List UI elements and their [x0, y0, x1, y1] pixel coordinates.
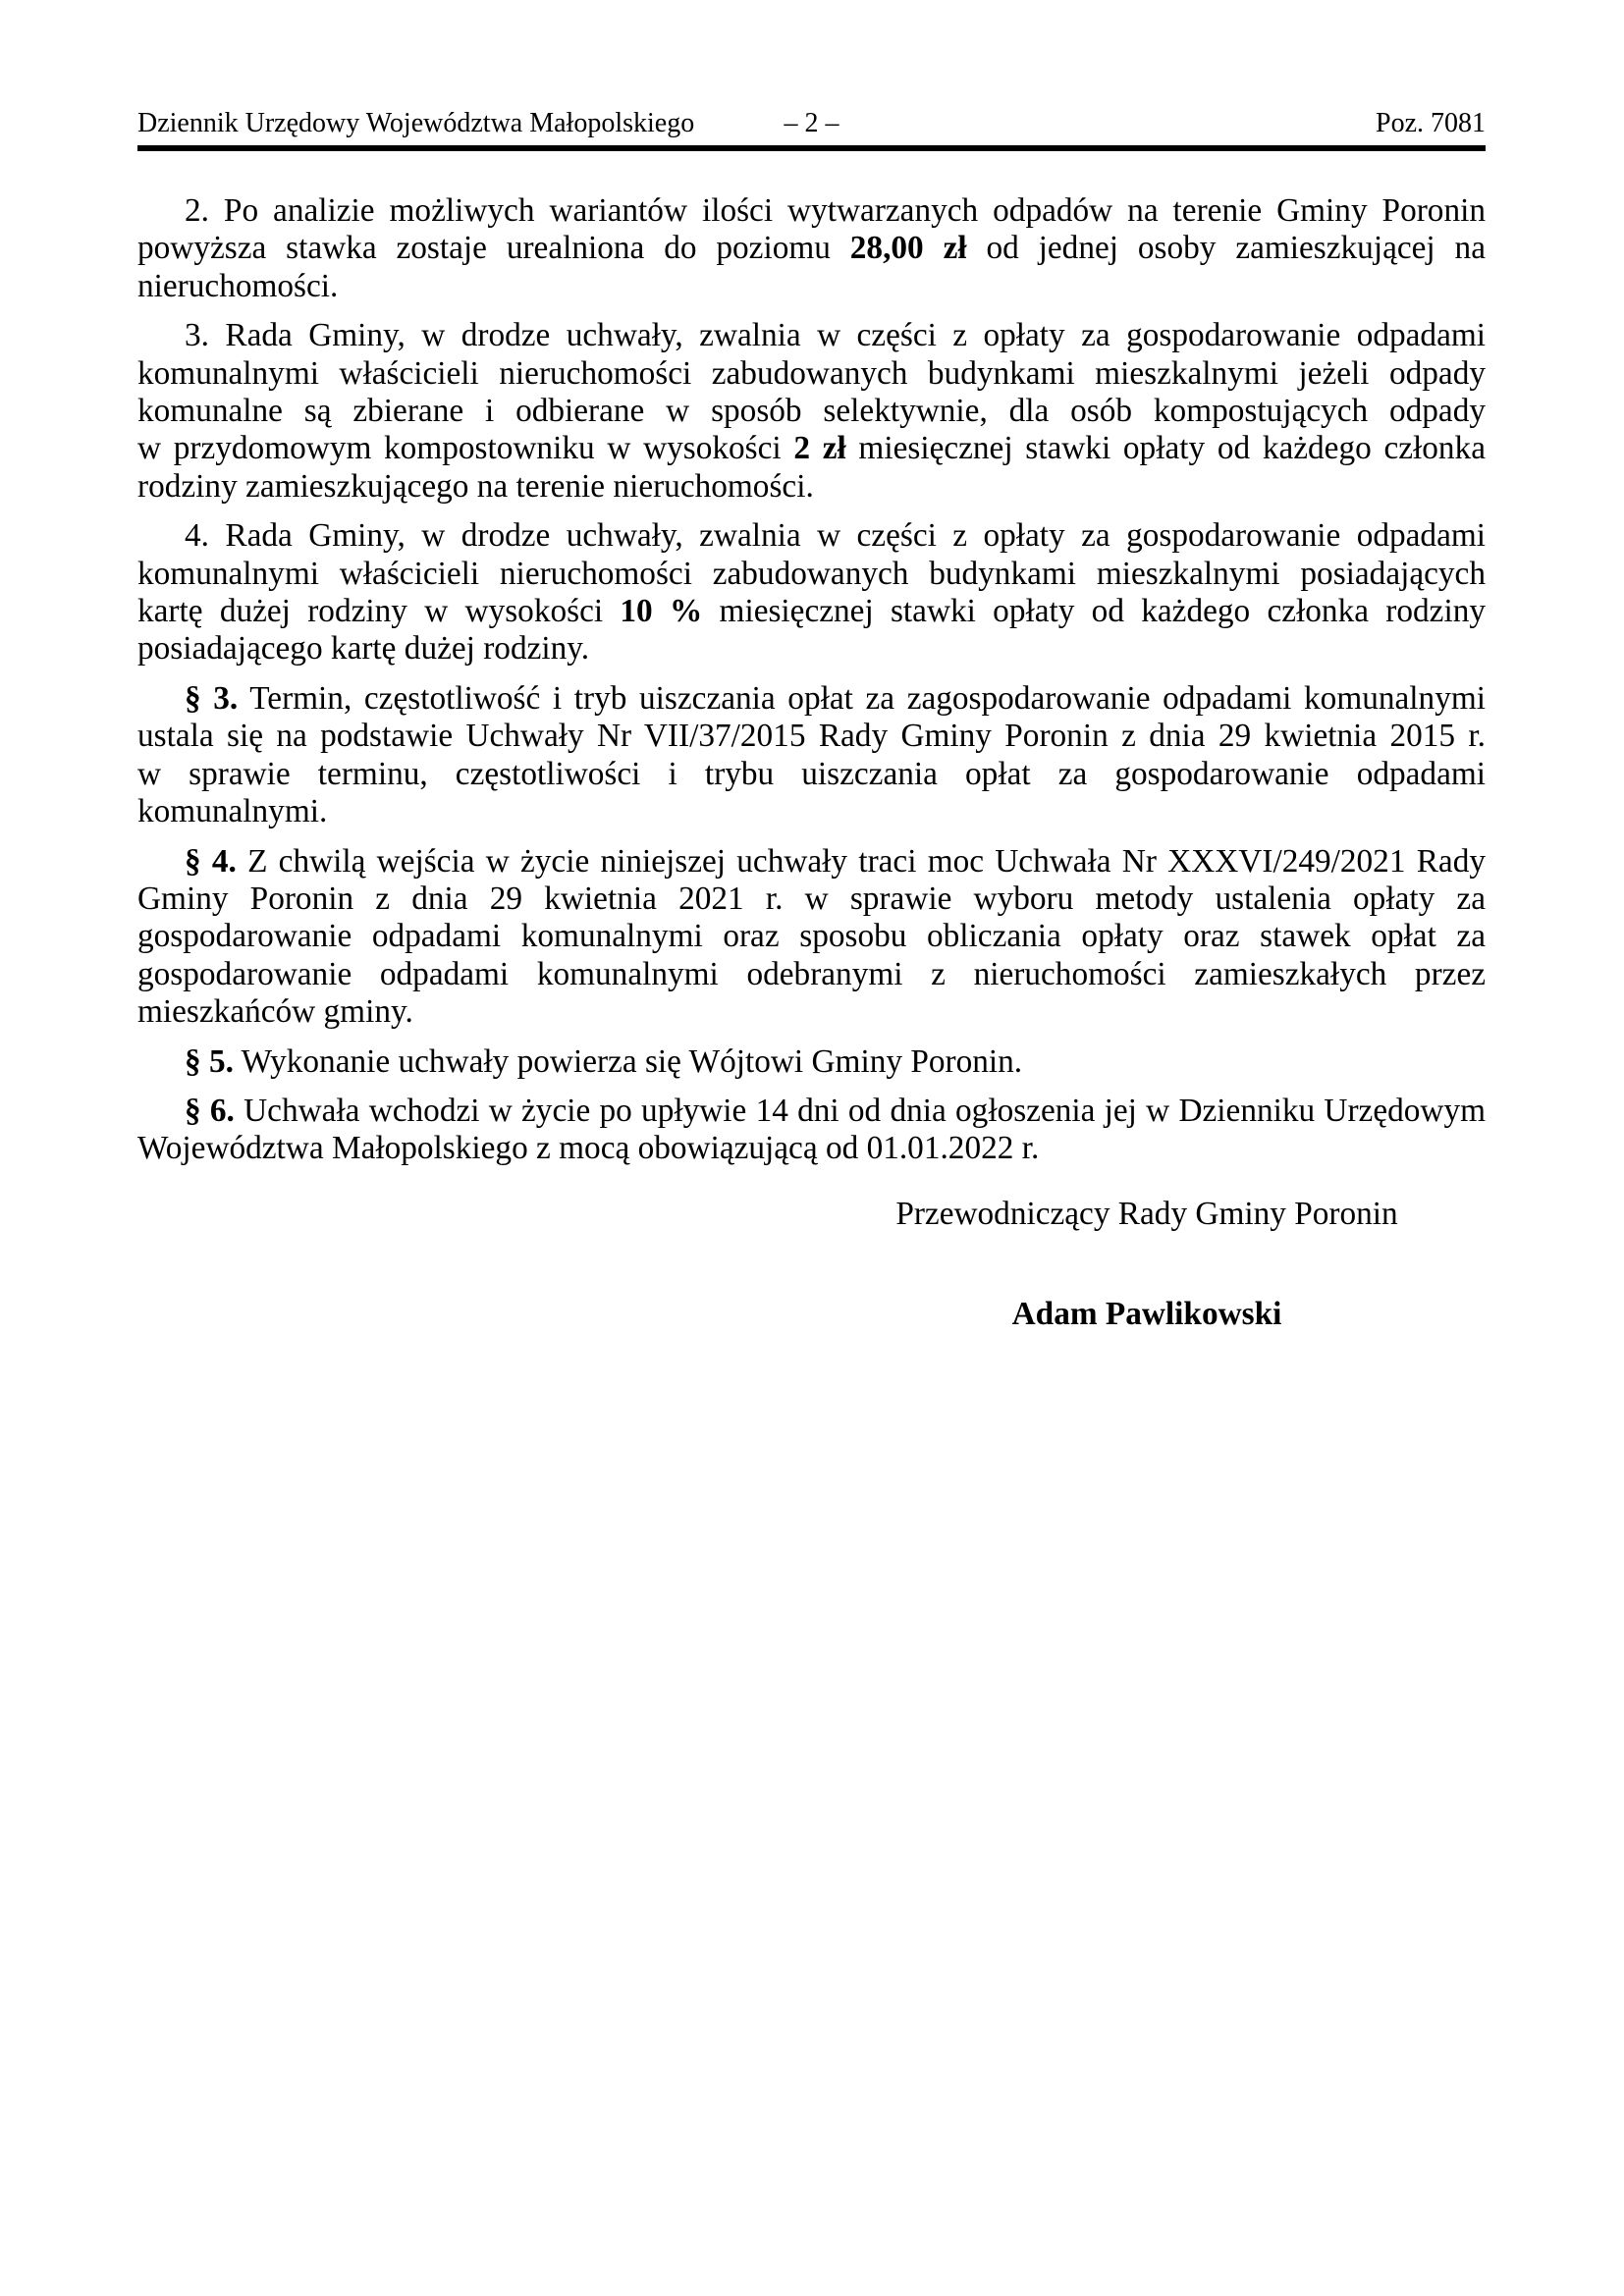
paragraph	[137, 843, 1486, 1032]
paragraph	[137, 680, 1486, 831]
paragraph-bold-text: § 6.	[185, 1092, 235, 1129]
paragraph	[137, 1093, 1486, 1168]
paragraph-bold-text: § 5.	[185, 1042, 234, 1080]
header-position-number: Poz. 7081	[1376, 108, 1486, 138]
header-page-number: – 2 –	[784, 108, 839, 138]
paragraph-text: Termin, częstotliwość i tryb uiszczania opłat za zagospodarowanie odpadami komunalnymi ustala się na podstawie Uchwały Nr VII/37/2015 Rady Gminy Poronin z dnia 29 kwietnia 2015 r. w sprawie terminu, częstotliwości i trybu uiszczania opłat za gospodarowanie odpadami komunalnymi.	[137, 679, 1486, 830]
document-paragraphs	[137, 192, 1486, 1168]
paragraph-text: Uchwała wchodzi w życie po upływie 14 dni od dnia ogłoszenia jej w Dzienniku Urzędowym Województwa Małopolskiego z mocą obowiązującą od 01.01.2022 r.	[137, 1092, 1486, 1167]
paragraph-bold-text: § 4.	[185, 842, 237, 880]
signature-role: Przewodniczący Rady Gminy Poronin	[895, 1195, 1398, 1232]
paragraph-text: 3. Rada Gminy, w drodze uchwały, zwalnia w części z opłaty za gospodarowanie odpadami komunalnymi właścicieli nieruchomości zabudowanych budynkami mieszkalnymi jeżeli odpady komunalne są zbierane i odbierane w sposób selektywnie, dla osób kompostujących odpady w przydomowym kompostowniku w wysokości	[137, 317, 1486, 467]
paragraph-bold-text: 2 zł	[793, 430, 846, 467]
signature-block	[803, 1196, 1490, 1334]
paragraph	[137, 1043, 1486, 1081]
paragraph	[137, 192, 1486, 305]
paragraph-text: Wykonanie uchwały powierza się Wójtowi Gminy Poronin.	[233, 1042, 1023, 1080]
paragraph-text: 2. Po analizie możliwych wariantów ilości wytwarzanych odpadów na terenie Gminy Poronin powyższa stawka zostaje urealniona do poziomu	[137, 192, 1486, 267]
header-divider-rule	[137, 145, 1486, 151]
paragraph	[137, 517, 1486, 668]
paragraph-text: od jednej osoby zamieszkującej na nieruchomości.	[137, 230, 1486, 304]
paragraph	[137, 317, 1486, 506]
paragraph-bold-text: 10 %	[620, 593, 703, 630]
paragraph-text: miesięcznej stawki opłaty od każdego członka rodziny posiadającego kartę dużej rodziny.	[137, 593, 1486, 667]
paragraph-bold-text: § 3.	[185, 679, 239, 717]
paragraph-text: Z chwilą wejścia w życie niniejszej uchwały traci moc Uchwała Nr XXXVI/249/2021 Rady Gminy Poronin z dnia 29 kwietnia 2021 r. w sprawie wyboru metody ustalenia opłaty za gospodarowanie odpadami komunalnymi oraz sposobu obliczania opłaty oraz stawek opłat za gospodarowanie odpadami komunalnymi odebranymi z nieruchomości zamieszkałych przez mieszkańców gminy.	[137, 842, 1486, 1031]
signature-name: Adam Pawlikowski	[1011, 1296, 1282, 1333]
paragraph-bold-text: 28,00 zł	[849, 230, 967, 267]
document-body	[137, 192, 1486, 1334]
paragraph-text: 4. Rada Gminy, w drodze uchwały, zwalnia w części z opłaty za gospodarowanie odpadami komunalnymi właścicieli nieruchomości zabudowanych budynkami mieszkalnymi posiadających kartę dużej rodziny w wysokości	[137, 517, 1486, 630]
header-journal-title: Dziennik Urzędowy Województwa Małopolskiego	[137, 108, 695, 138]
paragraph-text: miesięcznej stawki opłaty od każdego członka rodziny zamieszkującego na terenie nieruchomości.	[137, 430, 1486, 505]
